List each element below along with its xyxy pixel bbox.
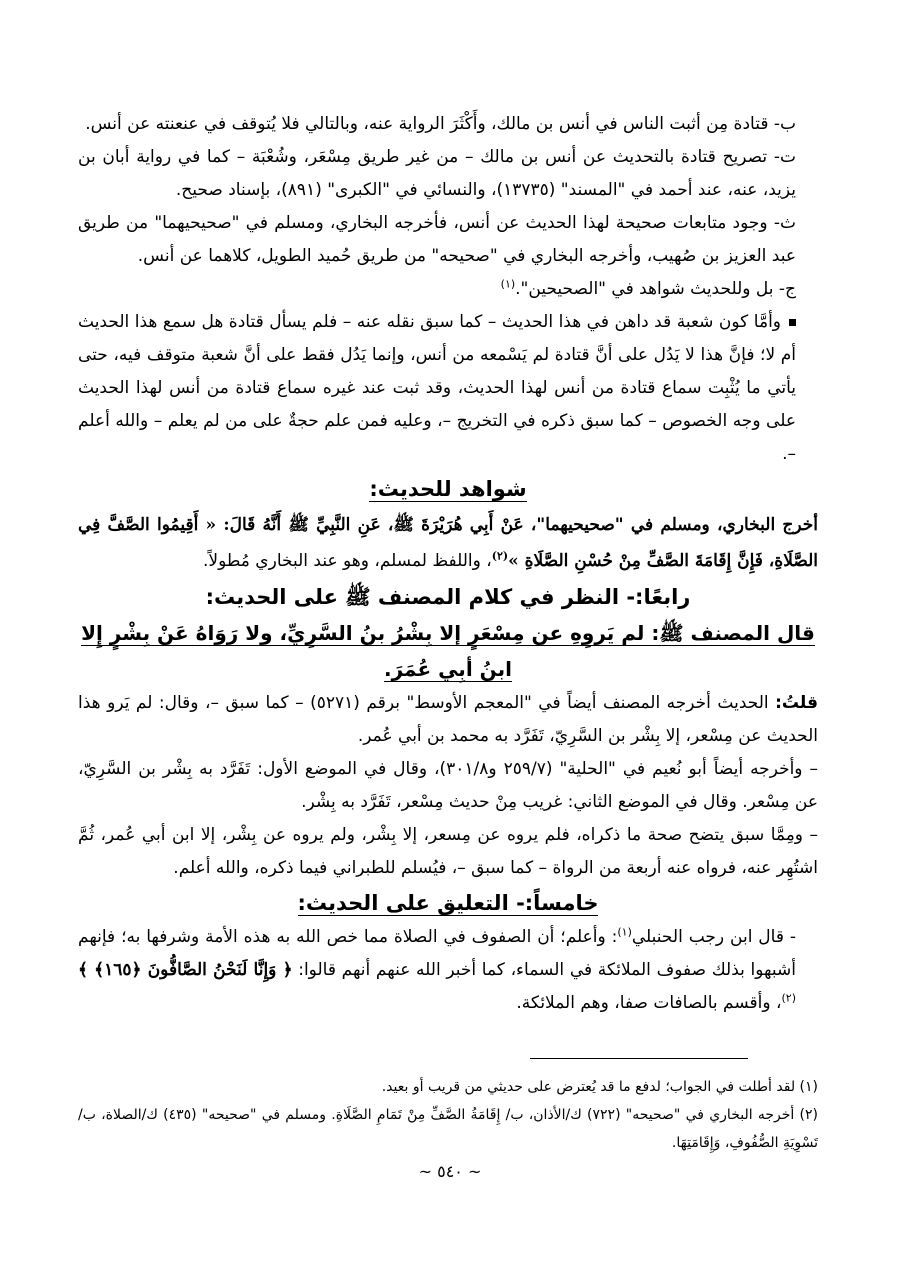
heading-shawahid bbox=[78, 471, 818, 507]
shawahid-tail: ، واللفظ لمسلم، وهو عند البخاري مُطولاً. bbox=[202, 551, 492, 571]
qawl-musannif bbox=[78, 615, 818, 687]
qultu-label: قلتُ: bbox=[775, 693, 818, 713]
footnote-divider bbox=[530, 1058, 748, 1059]
point-t: ت- تصريح قتادة بالتحديث عن أنس بن مالك – من غير طريق مِسْعَر، وشُعْبَة – كما في رواية أبان بن يزيد، عنه، عند أحمد في "المسند" (١٣٧٣٥)، والنسائي في "الكبرى" (٨٩١)، بإسناد صحيح. bbox=[78, 147, 796, 200]
point-j bbox=[78, 273, 818, 306]
page-body bbox=[78, 108, 818, 1020]
point-j-text: ج- بل وللحديث شواهد في "الصحيحين". bbox=[515, 279, 796, 299]
ibn-rajab-pre: - قال ابن رجب الحنبلي bbox=[631, 927, 796, 947]
footnote-ref: (٢) bbox=[781, 991, 796, 1005]
footnote-1: (١) لقد أطلت في الجواب؛ لدفع ما قد يُعترض على حديثي من قريب أو بعيد. bbox=[381, 1079, 818, 1095]
qultu-text: الحديث أخرجه المصنف أيضاً في "المعجم الأوسط" برقم (٥٢٧١) – كما سبق –، وقال: لم يَرو هذا الحديث عن مِسْعر، إلا بِشْر بن السَّرِيّ، تَفَرَّد به محمد بن أبي عُمر. bbox=[78, 693, 818, 746]
footnote-ref: (١) bbox=[617, 925, 632, 939]
heading-rabi-text: رابعًا:- النظر في كلام المصنف ﷺ على الحديث: bbox=[205, 585, 691, 609]
footnote-ref: (١) bbox=[500, 277, 516, 291]
conclusion-paragraph: – ومِمَّا سبق يتضح صحة ما ذكراه، فلم يروه عن مِسعر، إلا بِشْر، ولم يروه عن بِشْر، إلا ابن أبي عُمر، ثُمَّ اشتُهِر عنه، فرواه عنه أربعة من الرواة – كما سبق –، فيُسلم للطبراني فيما ذكره، والله أعلم. bbox=[78, 825, 818, 878]
point-th: ث- وجود متابعات صحيحة لهذا الحديث عن أنس، فأخرجه البخاري، ومسلم في "صحيحيهما" من طريق عبد العزيز بن صُهيب، وأخرجه البخاري في "صحيحه" من طريق حُميد الطويل، كلاهما عن أنس. bbox=[78, 213, 796, 266]
shawahid-paragraph bbox=[78, 507, 818, 579]
point-b: ب- قتادة مِن أثبت الناس في أنس بن مالك، وأَكْثَرَ الرواية عنه، وبالتالي فلا يُتوقف في عنعنته عن أنس. bbox=[85, 114, 796, 134]
ibn-rajab-tail: ، وأقسم بالصافات صفا، وهم الملائكة. bbox=[516, 993, 782, 1013]
ibn-rajab-text: : وأعلم؛ أن الصفوف في الصلاة مما خص الله به هذه الأمة وشرفها به؛ فإنهم أشبهوا بذلك صفوف الملائكة في السماء، كما أخبر الله عنهم أنهم قالوا: bbox=[78, 927, 796, 980]
hadith-quote: أخرج البخاري، ومسلم في "صحيحيهما"، عَنْ أَبِي هُرَيْرَةَ ﷺ، عَنِ النَّبِيِّ ﷺ أَنَّهُ قَالَ: « أَقِيمُوا الصَّفَّ فِي الصَّلَاةِ، فَإِنَّ إِقَامَةَ الصَّفِّ مِنْ حُسْنِ الصَّلَاةِ » bbox=[78, 515, 818, 571]
heading-shawahid-text: شواهد للحديث: bbox=[369, 477, 527, 501]
ibn-rajab-paragraph bbox=[78, 921, 818, 1020]
bullet-paragraph bbox=[78, 306, 818, 471]
footnote-ref: (٢) bbox=[491, 549, 509, 563]
heading-rabi bbox=[78, 579, 818, 615]
bullet-icon bbox=[789, 319, 796, 326]
footnotes bbox=[78, 1073, 818, 1157]
quran-ayah: ﴿ وَإِنَّا لَنَحْنُ الصَّافُّونَ ﴿١٦٥﴾ ﴾ bbox=[78, 960, 293, 980]
qawl-musannif-text: قال المصنف ﷺ: لم يَروِهِ عن مِسْعَرٍ إلا بِشْرُ بنُ السَّرِيِّ، ولا رَوَاهُ عَنْ بِشْرٍ إِلا ابنُ أبِي عُمَرَ. bbox=[81, 621, 815, 681]
footnote-2: (٢) أخرجه البخاري في "صحيحه" (٧٢٢) ك/الأذان، ب/ إِقَامَةُ الصَّفِّ مِنْ تَمَامِ الصَّلَاةِ. ومسلم في "صحيحه" (٤٣٥) ك/الصلاة، ب/ تَسْوِيَةِ الصُّفُوفِ، وَإِقَامَتِهَا. bbox=[78, 1107, 818, 1151]
heading-khamis bbox=[78, 885, 818, 921]
heading-khamis-text: خامساً:- التعليق على الحديث: bbox=[297, 891, 599, 915]
abu-nuaym-paragraph: – وأخرجه أيضاً أبو نُعيم في "الحلية" (٢٥٩/٧ و٣٠١/٨)، وقال في الموضع الأول: تَفَرَّد به بِشْر بن السَّرِيّ، عن مِسْعر. وقال في الموضع الثاني: غريب مِنْ حديث مِسْعر، تَفَرَّد به بِشْر. bbox=[78, 759, 818, 812]
page-number: ~ ٥٤٠ ~ bbox=[418, 1162, 482, 1181]
qultu-paragraph bbox=[78, 687, 818, 753]
bullet-paragraph-text: وأمَّا كون شعبة قد داهن في هذا الحديث – كما سبق نقله عنه – فلم يسأل قتادة هل سمع هذا الحديث أم لا؛ فإنَّ هذا لا يَدُل على أنَّ قتادة لم يَسْمعه من أنس، وإنما يَدُل فقط على أنَّ شعبة متوقف فيه، حتى يأتي ما يُثْبِت سماع قتادة من أنس لهذا الحديث، وقد ثبت عند غيره سماع قتادة من أنس لهذا الحديث على وجه الخصوص – كما سبق ذكره في التخريج –، وعليه فمن علم حجةٌ على من لم يعلم – والله أعلم –. bbox=[78, 312, 796, 464]
